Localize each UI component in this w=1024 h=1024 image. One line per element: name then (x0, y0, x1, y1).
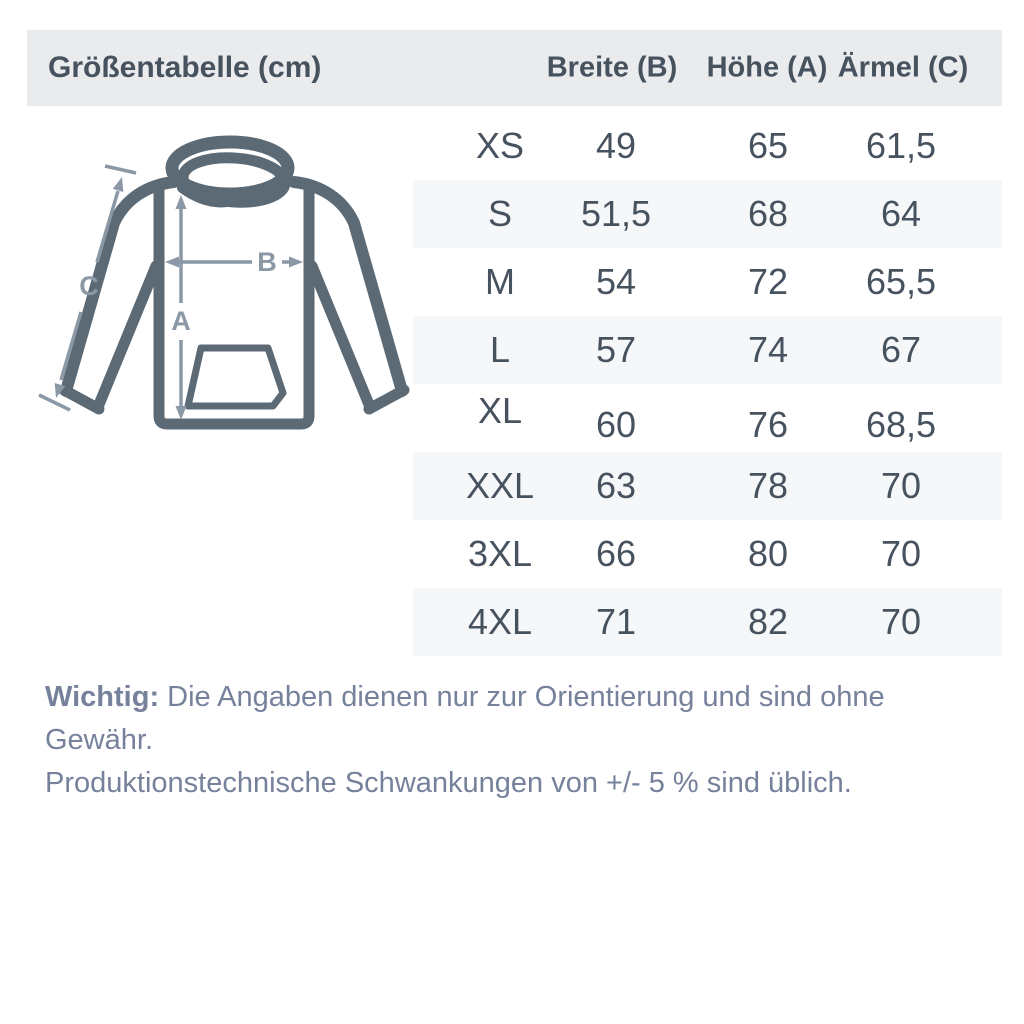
cell-size: L (489, 329, 511, 370)
cell-hoehe: 80 (747, 533, 789, 574)
pocket-outline (188, 348, 283, 406)
disclaimer-line-2: Produktionstechnische Schwankungen von +/- 5 % sind üblich. (45, 767, 852, 799)
table-row (413, 112, 1002, 180)
disclaimer-label: Wichtig: (45, 681, 160, 713)
hoodie-outline-icon (64, 142, 404, 424)
cell-hoehe: 82 (747, 601, 789, 642)
cell-hoehe: 78 (747, 465, 789, 506)
disclaimer-text-1: Die Angaben dienen nur zur Orientierung und sind ohne Gewähr. (45, 681, 885, 756)
dimension-label-b: B (257, 247, 277, 277)
dimension-arrow-b (165, 247, 303, 277)
column-header-breite: Breite (B) (546, 51, 678, 84)
cell-breite: 63 (595, 465, 637, 506)
cell-size: S (487, 193, 513, 234)
cell-breite: 66 (595, 533, 637, 574)
cell-aermel: 70 (880, 601, 922, 642)
cell-breite: 57 (595, 329, 637, 370)
hoodie-diagram-svg (30, 118, 430, 458)
cell-breite: 49 (595, 125, 637, 166)
cell-breite: 51,5 (580, 193, 652, 234)
cell-breite: 54 (595, 261, 637, 302)
cell-aermel: 70 (880, 533, 922, 574)
cell-size: M (485, 261, 515, 302)
cell-breite: 60 (595, 404, 637, 445)
hoodie-measurement-diagram (30, 118, 430, 458)
arrowhead-b-right (289, 257, 303, 268)
arrowhead-b-left (165, 257, 179, 268)
arrowhead-a-bottom (176, 406, 187, 420)
left-sleeve-inner (98, 266, 156, 407)
cell-breite: 71 (595, 601, 637, 642)
cell-aermel: 68,5 (865, 404, 937, 445)
dimension-label-c: C (79, 271, 99, 301)
disclaimer-note (45, 676, 975, 805)
column-header-hoehe: Höhe (A) (706, 51, 828, 84)
arrowhead-c-top (113, 177, 124, 192)
dimension-arrow-a (171, 195, 191, 420)
table-row (413, 588, 1002, 656)
size-table-rows (413, 112, 1002, 656)
cell-hoehe: 72 (747, 261, 789, 302)
cell-size: 4XL (467, 601, 533, 642)
cell-aermel: 67 (880, 329, 922, 370)
size-chart-header-bar (27, 30, 1002, 106)
cell-size: 3XL (467, 533, 533, 574)
tick-c-bottom (39, 395, 70, 410)
cell-hoehe: 76 (747, 404, 789, 445)
table-row (413, 180, 1002, 248)
tick-c-top (105, 166, 136, 173)
cell-hoehe: 68 (747, 193, 789, 234)
cell-aermel: 65,5 (865, 261, 937, 302)
cell-aermel: 64 (880, 193, 922, 234)
table-row (413, 384, 1002, 452)
cell-size: XL (477, 390, 523, 431)
dimension-label-a: A (171, 306, 191, 336)
disclaimer-line-1 (45, 676, 975, 762)
cell-aermel: 61,5 (865, 125, 937, 166)
table-row (413, 248, 1002, 316)
page-title: Größentabelle (cm) (48, 51, 322, 84)
arrowhead-a-top (176, 195, 187, 209)
cell-hoehe: 65 (747, 125, 789, 166)
table-row (413, 316, 1002, 384)
table-row (413, 452, 1002, 520)
right-sleeve-inner (312, 266, 370, 407)
cell-hoehe: 74 (747, 329, 789, 370)
cell-size: XS (475, 125, 525, 166)
cell-size: XXL (465, 465, 535, 506)
cell-aermel: 70 (880, 465, 922, 506)
column-header-aermel: Ärmel (C) (837, 51, 969, 84)
table-row (413, 520, 1002, 588)
